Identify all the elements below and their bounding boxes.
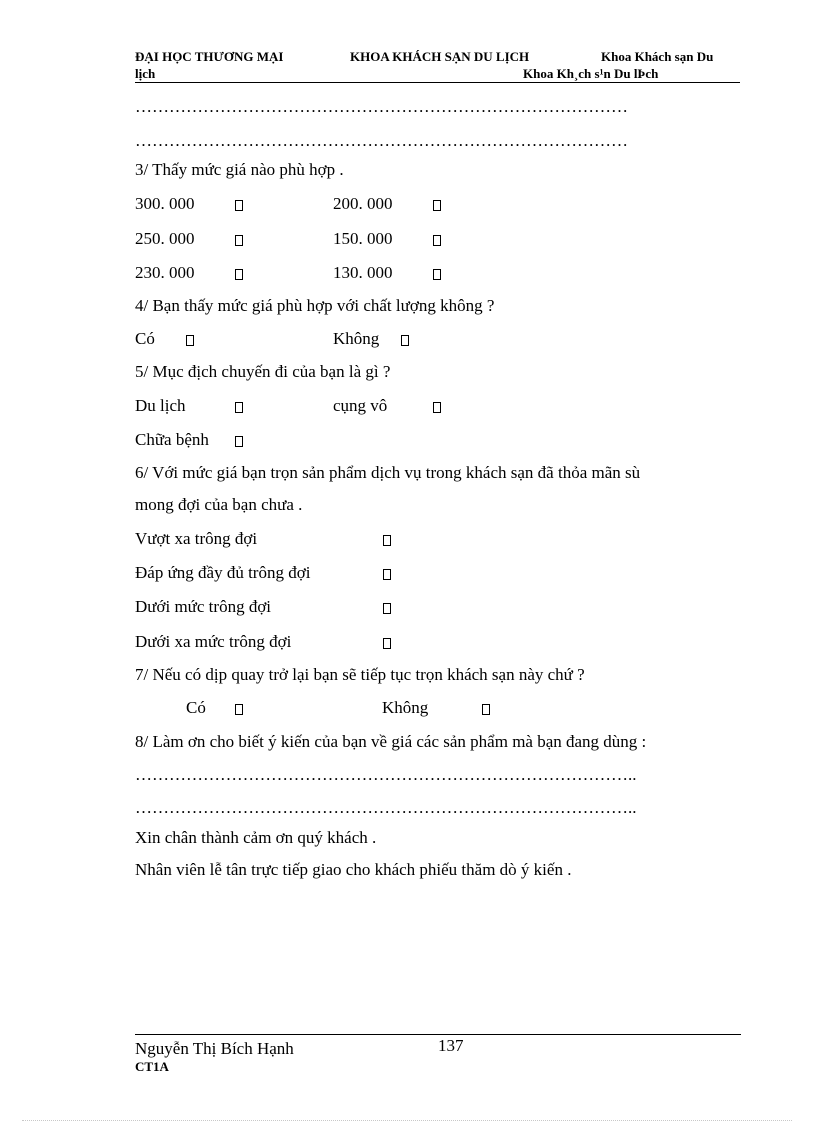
answer-line[interactable]: …………………………………………………………………………….. (135, 798, 637, 817)
option-below: Dưới mức trông đợi (135, 597, 272, 616)
option-150000: 150. 000 (333, 229, 393, 248)
option-no: Không (382, 698, 429, 717)
question-8: 8/ Làm ơn cho biết ý kiến của bạn về giá các sản phẩm mà bạn đang dùng : (135, 732, 647, 751)
header-continuation: lịch (135, 66, 156, 81)
header-faculty: KHOA KHÁCH SẠN DU LỊCH (350, 49, 530, 64)
answer-line[interactable]: …………………………………………………………………………….. (135, 765, 637, 784)
question-4: 4/ Bạn thấy mức giá phù hợp với chất lượng không ? (135, 296, 495, 315)
checkbox[interactable] (235, 704, 243, 715)
checkbox[interactable] (433, 402, 441, 413)
option-business: cụng vô (333, 396, 388, 415)
checkbox[interactable] (401, 335, 409, 346)
checkbox[interactable] (235, 235, 243, 246)
option-250000: 250. 000 (135, 229, 195, 248)
checkbox[interactable] (235, 402, 243, 413)
option-tourism: Du lịch (135, 396, 186, 415)
checkbox[interactable] (186, 335, 194, 346)
option-230000: 230. 000 (135, 263, 195, 282)
footer-class: CT1A (135, 1059, 169, 1074)
option-exceed: Vượt xa trông đợi (135, 529, 258, 548)
checkbox[interactable] (235, 436, 243, 447)
option-yes: Có (186, 698, 206, 717)
header-university: ĐẠI HỌC THƯƠNG MẠI (135, 49, 284, 64)
option-medical: Chữa bệnh (135, 430, 209, 449)
question-5: 5/ Mục địch chuyến đi của bạn là gì ? (135, 362, 391, 381)
checkbox[interactable] (433, 200, 441, 211)
footer-rule (135, 1034, 741, 1035)
footer-author: Nguyễn Thị Bích Hạnh (135, 1039, 294, 1058)
question-6-continued: mong đợi của bạn chưa . (135, 495, 303, 514)
staff-note: Nhân viên lễ tân trực tiếp giao cho khách phiếu thăm dò ý kiến . (135, 860, 572, 879)
checkbox[interactable] (383, 535, 391, 546)
option-far-below: Dưới xa mức trông đợi (135, 632, 292, 651)
option-200000: 200. 000 (333, 194, 393, 213)
option-no: Không (333, 329, 380, 348)
question-7: 7/ Nếu có dịp quay trở lại bạn sẽ tiếp tục trọn khách sạn này chứ ? (135, 665, 585, 684)
checkbox[interactable] (383, 603, 391, 614)
page-number: 137 (438, 1036, 464, 1055)
checkbox[interactable] (235, 269, 243, 280)
checkbox[interactable] (383, 638, 391, 649)
option-yes: Có (135, 329, 155, 348)
checkbox[interactable] (235, 200, 243, 211)
header-faculty-garbled: Khoa Kh¸ch s¹n Du lÞch (523, 66, 659, 81)
checkbox[interactable] (383, 569, 391, 580)
option-meet: Đáp ứng đầy đủ trông đợi (135, 563, 311, 582)
option-300000: 300. 000 (135, 194, 195, 213)
dotted-line: …………………………………………………………………………… (135, 97, 628, 116)
header-rule (135, 82, 740, 83)
question-6: 6/ Với mức giá bạn trọn sản phẩm dịch vụ trong khách sạn đã thỏa mãn sù (135, 463, 641, 482)
option-130000: 130. 000 (333, 263, 393, 282)
checkbox[interactable] (433, 235, 441, 246)
question-3: 3/ Thấy mức giá nào phù hợp . (135, 160, 344, 179)
checkbox[interactable] (482, 704, 490, 715)
header-faculty-right: Khoa Khách sạn Du (601, 49, 714, 64)
dotted-line: …………………………………………………………………………… (135, 131, 628, 150)
page-edge-divider (22, 1120, 792, 1121)
thanks-text: Xin chân thành cảm ơn quý khách . (135, 828, 377, 847)
checkbox[interactable] (433, 269, 441, 280)
